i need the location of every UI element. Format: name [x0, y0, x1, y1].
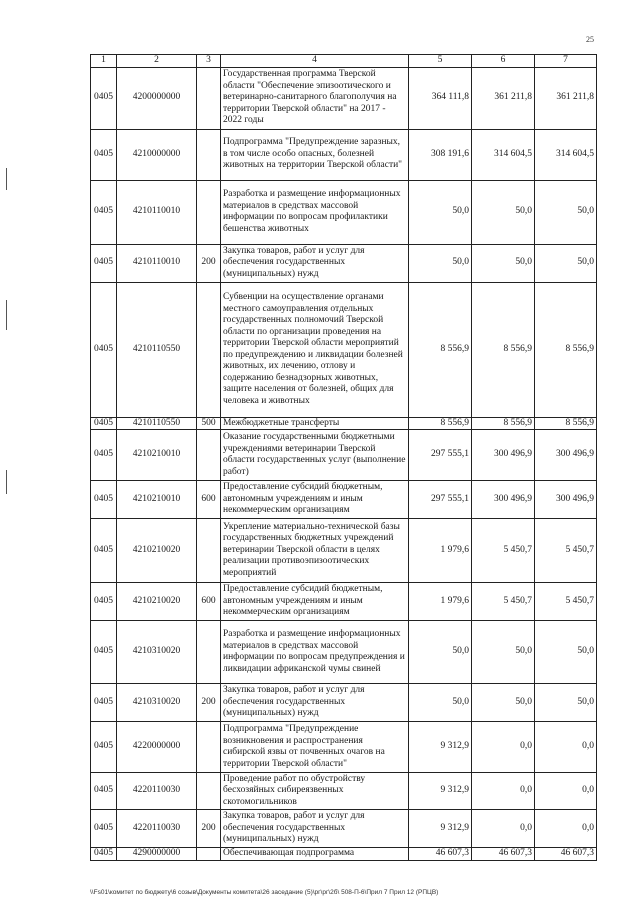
expense-type-cell: 500	[197, 417, 221, 430]
target-code-cell: 4210210010	[117, 430, 197, 481]
amount-col7-cell: 0,0	[535, 722, 597, 773]
amount-col6-cell: 0,0	[472, 722, 535, 773]
amount-col7-cell: 8 556,9	[535, 417, 597, 430]
amount-col7-cell: 50,0	[535, 684, 597, 722]
target-code-cell: 4290000000	[117, 848, 197, 861]
expense-type-cell	[197, 282, 221, 417]
amount-col5-cell: 50,0	[409, 684, 472, 722]
target-code-cell: 4220000000	[117, 722, 197, 773]
table-row	[91, 244, 597, 282]
section-code-cell: 0405	[91, 848, 117, 861]
amount-col5-cell: 297 555,1	[409, 481, 472, 519]
expense-type-cell: 200	[197, 810, 221, 848]
section-code-cell: 0405	[91, 519, 117, 583]
amount-col6-cell: 8 556,9	[472, 417, 535, 430]
expense-type-cell	[197, 848, 221, 861]
expense-type-cell	[197, 519, 221, 583]
description-cell: Оказание государственными бюджетными учреждениями ветеринарии Тверской области государственных услуг (выполнение работ)	[221, 430, 409, 481]
header-cell: 6	[472, 55, 535, 68]
expense-type-cell	[197, 722, 221, 773]
table-row	[91, 621, 597, 684]
page-number: 25	[586, 35, 594, 44]
amount-col6-cell: 314 604,5	[472, 129, 535, 180]
section-code-cell: 0405	[91, 773, 117, 810]
section-code-cell: 0405	[91, 244, 117, 282]
section-code-cell: 0405	[91, 430, 117, 481]
table-row	[91, 722, 597, 773]
budget-table	[90, 54, 597, 861]
description-cell: Подпрограмма "Предупреждение возникновения и распространения сибирской язвы от почвенных очагов на территории Тверской области"	[221, 722, 409, 773]
description-cell: Разработка и размещение информационных материалов в средствах массовой информации по вопросам предупреждения и ликвидации африканской чумы свиней	[221, 621, 409, 684]
table-row	[91, 282, 597, 417]
amount-col7-cell: 50,0	[535, 244, 597, 282]
amount-col6-cell: 300 496,9	[472, 430, 535, 481]
table-header-row	[91, 55, 597, 68]
target-code-cell: 4210110550	[117, 282, 197, 417]
target-code-cell: 4210310020	[117, 684, 197, 722]
table-row	[91, 67, 597, 129]
amount-col6-cell: 8 556,9	[472, 282, 535, 417]
amount-col5-cell: 364 111,8	[409, 67, 472, 129]
expense-type-cell: 200	[197, 244, 221, 282]
target-code-cell: 4210110010	[117, 180, 197, 244]
left-margin-mark	[6, 168, 7, 190]
description-cell: Укрепление материально-технической базы государственных бюджетных учреждений ветеринарии Тверской области в целях реализации противоэпизоотических мероприятий	[221, 519, 409, 583]
amount-col7-cell: 50,0	[535, 621, 597, 684]
description-cell: Закупка товаров, работ и услуг для обеспечения государственных (муниципальных) нужд	[221, 684, 409, 722]
header-cell: 2	[117, 55, 197, 68]
amount-col7-cell: 0,0	[535, 810, 597, 848]
section-code-cell: 0405	[91, 684, 117, 722]
amount-col5-cell: 9 312,9	[409, 722, 472, 773]
amount-col6-cell: 5 450,7	[472, 519, 535, 583]
amount-col5-cell: 1 979,6	[409, 583, 472, 621]
description-cell: Межбюджетные трансферты	[221, 417, 409, 430]
target-code-cell: 4200000000	[117, 67, 197, 129]
file-path-footer: \\Fs01\комитет по бюджету\6 созыв\Документы комитета\26 заседание (5)\рг\рг\2б\ 508-П-6\Прил 7 Прил 12 (РПЦВ)	[90, 889, 439, 896]
amount-col6-cell: 46 607,3	[472, 848, 535, 861]
amount-col6-cell: 50,0	[472, 684, 535, 722]
amount-col5-cell: 46 607,3	[409, 848, 472, 861]
amount-col6-cell: 0,0	[472, 810, 535, 848]
amount-col7-cell: 5 450,7	[535, 519, 597, 583]
amount-col7-cell: 361 211,8	[535, 67, 597, 129]
target-code-cell: 4220110030	[117, 773, 197, 810]
description-cell: Предоставление субсидий бюджетным, автономным учреждениям и иным некоммерческим организациям	[221, 481, 409, 519]
table-row	[91, 583, 597, 621]
section-code-cell: 0405	[91, 722, 117, 773]
section-code-cell: 0405	[91, 417, 117, 430]
table-row	[91, 810, 597, 848]
amount-col6-cell: 300 496,9	[472, 481, 535, 519]
table-body	[91, 55, 597, 861]
expense-type-cell	[197, 180, 221, 244]
description-cell: Закупка товаров, работ и услуг для обеспечения государственных (муниципальных) нужд	[221, 244, 409, 282]
table-row	[91, 180, 597, 244]
left-margin-mark	[6, 300, 7, 330]
amount-col5-cell: 50,0	[409, 180, 472, 244]
section-code-cell: 0405	[91, 282, 117, 417]
target-code-cell: 4210000000	[117, 129, 197, 180]
header-cell: 4	[221, 55, 409, 68]
section-code-cell: 0405	[91, 481, 117, 519]
section-code-cell: 0405	[91, 621, 117, 684]
table-row	[91, 848, 597, 861]
amount-col6-cell: 50,0	[472, 621, 535, 684]
section-code-cell: 0405	[91, 129, 117, 180]
amount-col5-cell: 8 556,9	[409, 282, 472, 417]
amount-col6-cell: 50,0	[472, 180, 535, 244]
expense-type-cell: 600	[197, 481, 221, 519]
expense-type-cell	[197, 67, 221, 129]
amount-col7-cell: 46 607,3	[535, 848, 597, 861]
target-code-cell: 4220110030	[117, 810, 197, 848]
header-cell: 1	[91, 55, 117, 68]
amount-col7-cell: 8 556,9	[535, 282, 597, 417]
description-cell: Предоставление субсидий бюджетным, автономным учреждениям и иным некоммерческим организациям	[221, 583, 409, 621]
section-code-cell: 0405	[91, 180, 117, 244]
amount-col6-cell: 5 450,7	[472, 583, 535, 621]
amount-col5-cell: 297 555,1	[409, 430, 472, 481]
expense-type-cell	[197, 621, 221, 684]
table-row	[91, 417, 597, 430]
amount-col7-cell: 314 604,5	[535, 129, 597, 180]
left-margin-mark	[6, 470, 7, 494]
expense-type-cell: 600	[197, 583, 221, 621]
table-row	[91, 684, 597, 722]
table-row	[91, 519, 597, 583]
section-code-cell: 0405	[91, 810, 117, 848]
target-code-cell: 4210110550	[117, 417, 197, 430]
description-cell: Субвенции на осуществление органами местного самоуправления отдельных государственных полномочий Тверской области по организации проведения на территории Тверской области мероприятий по предупреждению и ликвидации болезней животных, их лечению, отлову и содержанию безнадзорных животных, защите населения от болезней, общих для человека и животных	[221, 282, 409, 417]
table-row	[91, 430, 597, 481]
table-row	[91, 481, 597, 519]
expense-type-cell	[197, 773, 221, 810]
expense-type-cell: 200	[197, 684, 221, 722]
amount-col7-cell: 300 496,9	[535, 430, 597, 481]
amount-col5-cell: 8 556,9	[409, 417, 472, 430]
description-cell: Проведение работ по обустройству бесхозяйных сибиреязвенных скотомогильников	[221, 773, 409, 810]
amount-col7-cell: 0,0	[535, 773, 597, 810]
amount-col6-cell: 0,0	[472, 773, 535, 810]
description-cell: Закупка товаров, работ и услуг для обеспечения государственных (муниципальных) нужд	[221, 810, 409, 848]
description-cell: Государственная программа Тверской области "Обеспечение эпизоотического и ветеринарно-санитарного благополучия на территории Тверской области" на 2017 - 2022 годы	[221, 67, 409, 129]
description-cell: Подпрограмма "Предупреждение заразных, в том числе особо опасных, болезней животных на территории Тверской области"	[221, 129, 409, 180]
amount-col6-cell: 361 211,8	[472, 67, 535, 129]
header-cell: 5	[409, 55, 472, 68]
target-code-cell: 4210210010	[117, 481, 197, 519]
amount-col5-cell: 1 979,6	[409, 519, 472, 583]
amount-col5-cell: 9 312,9	[409, 810, 472, 848]
amount-col5-cell: 50,0	[409, 244, 472, 282]
target-code-cell: 4210110010	[117, 244, 197, 282]
description-cell: Обеспечивающая подпрограмма	[221, 848, 409, 861]
amount-col6-cell: 50,0	[472, 244, 535, 282]
description-cell: Разработка и размещение информационных материалов в средствах массовой информации по вопросам профилактики бешенства животных	[221, 180, 409, 244]
amount-col5-cell: 50,0	[409, 621, 472, 684]
header-cell: 7	[535, 55, 597, 68]
section-code-cell: 0405	[91, 583, 117, 621]
target-code-cell: 4210210020	[117, 519, 197, 583]
amount-col7-cell: 300 496,9	[535, 481, 597, 519]
table-row	[91, 129, 597, 180]
expense-type-cell	[197, 129, 221, 180]
target-code-cell: 4210310020	[117, 621, 197, 684]
section-code-cell: 0405	[91, 67, 117, 129]
amount-col5-cell: 308 191,6	[409, 129, 472, 180]
expense-type-cell	[197, 430, 221, 481]
amount-col7-cell: 5 450,7	[535, 583, 597, 621]
amount-col7-cell: 50,0	[535, 180, 597, 244]
table-row	[91, 773, 597, 810]
amount-col5-cell: 9 312,9	[409, 773, 472, 810]
header-cell: 3	[197, 55, 221, 68]
target-code-cell: 4210210020	[117, 583, 197, 621]
